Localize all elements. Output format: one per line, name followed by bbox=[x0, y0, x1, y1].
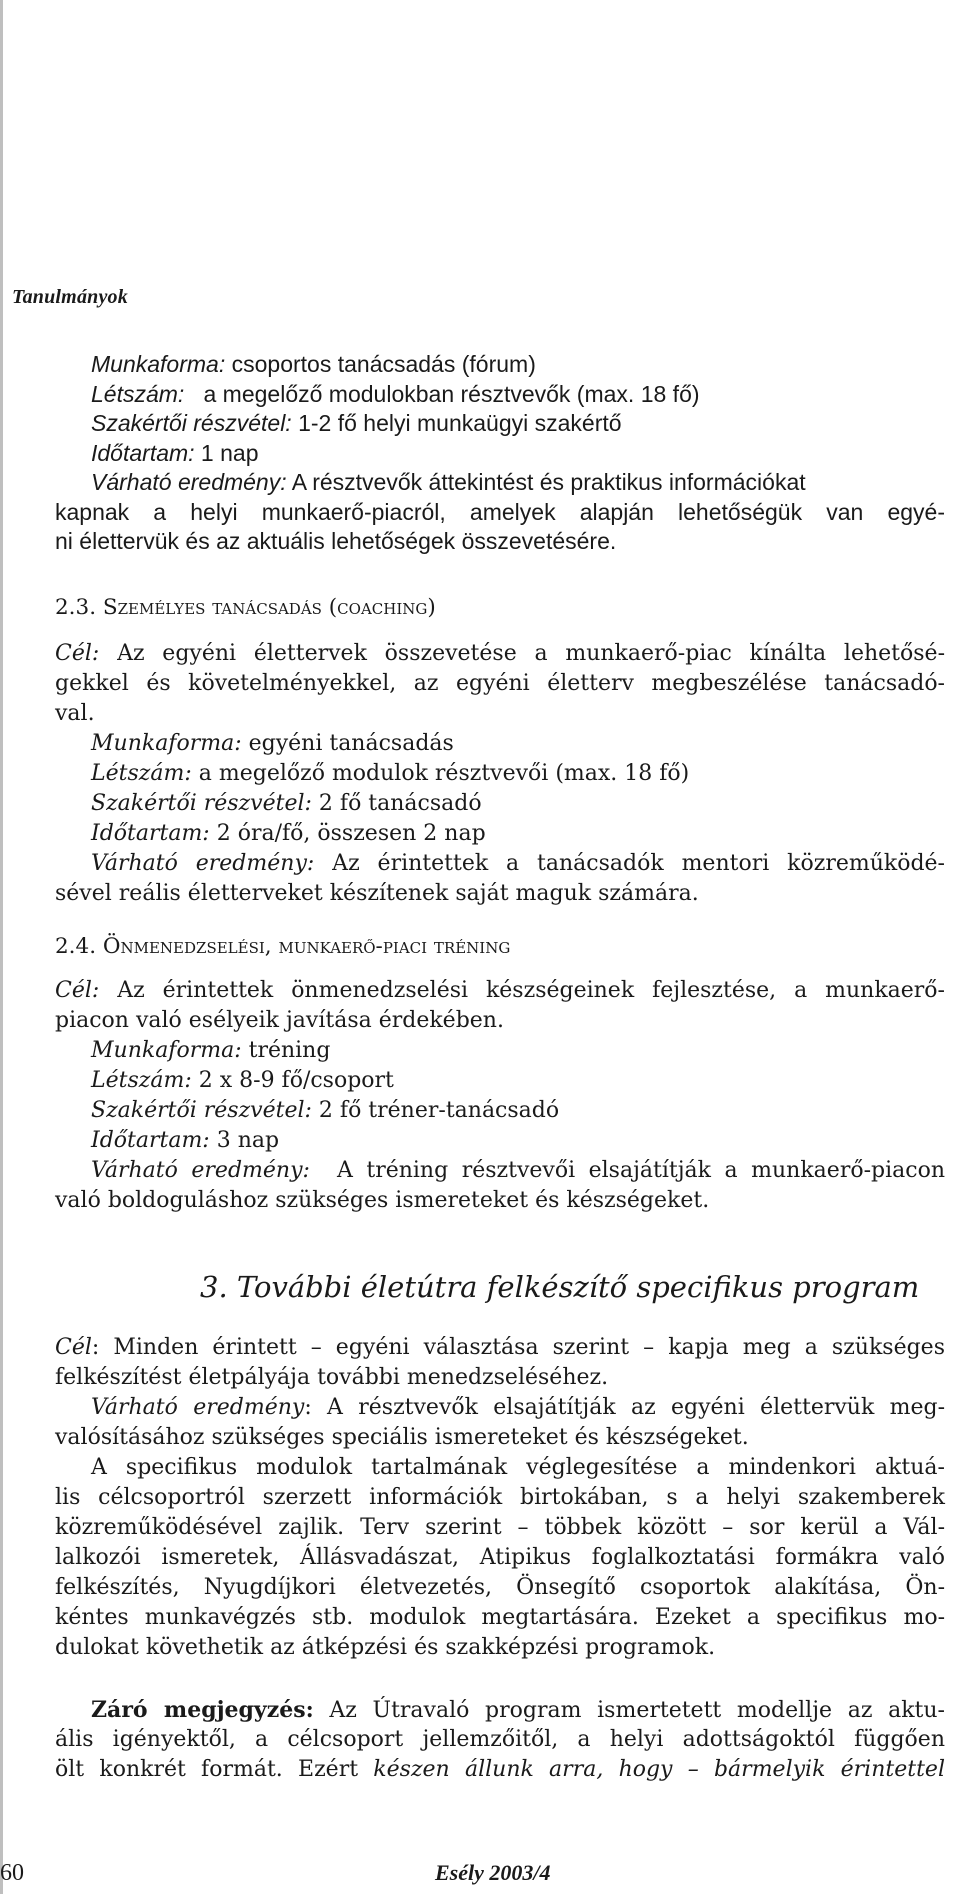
line-szakertoi bbox=[91, 408, 622, 438]
line-munkaforma bbox=[91, 349, 536, 379]
value-cel: : Minden érintett – egyéni választása szerint – kapja meg a szükséges bbox=[91, 1335, 945, 1360]
line-munkaforma bbox=[91, 1036, 330, 1066]
label-munkaforma: Munkaforma: bbox=[91, 1038, 242, 1063]
label-letszam: Létszám: bbox=[91, 1068, 192, 1093]
value-szakertoi: 2 fő tréner-tanácsadó bbox=[311, 1098, 560, 1123]
label-varhato: Várható eredmény: bbox=[91, 1158, 310, 1183]
value-varhato: : A résztvevők elsajátítják az egyéni élettervük meg- bbox=[304, 1395, 945, 1420]
journal-footer: Esély 2003/4 bbox=[435, 1860, 551, 1885]
label-idotartam: Időtartam: bbox=[91, 821, 210, 846]
text-line: felkészítést életpályája további menedzseléséhez. bbox=[55, 1365, 609, 1390]
label-cel: Cél: bbox=[55, 641, 100, 666]
value-idotartam: 1 nap bbox=[194, 440, 259, 466]
line-letszam bbox=[91, 1066, 394, 1096]
section-number: 2.4. bbox=[55, 934, 97, 959]
closing-text: Az Útravaló program ismertetett modellje az aktu- bbox=[313, 1698, 945, 1723]
value-munkaforma: tréning bbox=[241, 1038, 331, 1063]
line-letszam bbox=[91, 759, 689, 789]
value-idotartam: 3 nap bbox=[209, 1128, 280, 1153]
label-cel: Cél bbox=[55, 1335, 92, 1360]
closing-line: ális igényektől, a célcsoport jellemzőitől, a helyi adottságoktól függően bbox=[55, 1727, 945, 1752]
section-heading-2-4 bbox=[55, 932, 510, 962]
line-cel bbox=[55, 1333, 945, 1363]
closing-emphasis: készen állunk arra, hogy – bármelyik érintettel bbox=[373, 1757, 945, 1782]
value-letszam: a megelőző modulokban résztvevők (max. 18 fő) bbox=[184, 381, 700, 407]
value-szakertoi: 2 fő tanácsadó bbox=[311, 791, 482, 816]
value-munkaforma: csoportos tanácsadás (fórum) bbox=[225, 351, 536, 377]
label-munkaforma: Munkaforma: bbox=[91, 731, 242, 756]
text-line: piacon való esélyeik javítása érdekében. bbox=[55, 1008, 504, 1033]
label-szakertoi: Szakértői részvétel: bbox=[91, 1098, 312, 1123]
label-varhato: Várható eredmény bbox=[91, 1395, 305, 1420]
value-idotartam: 2 óra/fő, összesen 2 nap bbox=[209, 821, 486, 846]
paragraph-line: kéntes munkavégzés stb. modulok megtartására. Ezeket a specifikus mo- bbox=[55, 1605, 945, 1630]
value-cel: Az érintettek önmenedzselési készségeinek fejlesztése, a munkaerő- bbox=[99, 978, 945, 1003]
paragraph-line: közreműködésével zajlik. Terv szerint – többek között – sor kerül a Vál- bbox=[55, 1515, 945, 1540]
section-title: Önmenedzselési, munkaerő-piaci tréning bbox=[102, 934, 511, 959]
value-varhato: A tréning résztvevői elsajátítják a munkaerő-piacon bbox=[309, 1158, 945, 1183]
section-heading-2-3 bbox=[55, 593, 436, 623]
paragraph-line: A specifikus modulok tartalmának véglegesítése a mindenkori aktuá- bbox=[91, 1455, 945, 1480]
label-cel: Cél: bbox=[55, 978, 100, 1003]
section-title: Személyes tanácsadás (coaching) bbox=[102, 595, 436, 620]
line-varhato bbox=[91, 1156, 945, 1186]
line-szakertoi bbox=[91, 789, 482, 819]
text-line: valósításához szükséges speciális ismereteket és készségeket. bbox=[55, 1425, 749, 1450]
line-idotartam bbox=[91, 1126, 279, 1156]
section-heading-3: 3. További életútra felkészítő specifikus program bbox=[200, 1270, 920, 1304]
line-szakertoi bbox=[91, 1096, 559, 1126]
text-line: kapnak a helyi munkaerő-piacról, amelyek alapján lehetőségük van egyé- bbox=[55, 499, 945, 525]
text-line: sével reális életterveket készítenek saját maguk számára. bbox=[55, 881, 699, 906]
closing-line bbox=[55, 1755, 945, 1785]
page-number: 60 bbox=[0, 1860, 24, 1886]
closing-label: Záró megjegyzés: bbox=[91, 1697, 314, 1723]
label-varhato: Várható eredmény: bbox=[91, 851, 315, 876]
section-number: 2.3. bbox=[55, 595, 97, 620]
text-line: ni élettervük és az aktuális lehetőségek összevetésére. bbox=[55, 528, 617, 554]
label-szakertoi: Szakértői részvétel: bbox=[91, 410, 292, 436]
closing-line bbox=[91, 1695, 945, 1726]
text-line: gekkel és követelményekkel, az egyéni életterv megbeszélése tanácsadó- bbox=[55, 671, 945, 696]
line-varhato bbox=[91, 849, 945, 879]
paragraph-line: lis célcsoportról szerzett információk birtokában, s a helyi szakemberek bbox=[55, 1485, 945, 1510]
label-varhato: Várható eredmény: bbox=[91, 469, 287, 495]
closing-text: ölt konkrét formát. Ezért bbox=[55, 1757, 374, 1782]
value-letszam: 2 x 8-9 fő/csoport bbox=[191, 1068, 394, 1093]
value-munkaforma: egyéni tanácsadás bbox=[241, 731, 454, 756]
label-idotartam: Időtartam: bbox=[91, 1128, 210, 1153]
label-szakertoi: Szakértői részvétel: bbox=[91, 791, 312, 816]
paragraph-line: lalkozói ismeretek, Állásvadászat, Atipikus foglalkoztatási formákra való bbox=[55, 1545, 945, 1570]
text-line: való boldoguláshoz szükséges ismereteket és készségeket. bbox=[55, 1188, 710, 1213]
value-letszam: a megelőző modulok résztvevői (max. 18 fő) bbox=[191, 761, 690, 786]
value-cel: Az egyéni élettervek összevetése a munkaerő-piac kínálta lehetősé- bbox=[99, 641, 945, 666]
page-edge-rule bbox=[0, 0, 3, 1894]
value-varhato: A résztvevők áttekintést és praktikus információkat bbox=[286, 469, 806, 495]
label-munkaforma: Munkaforma: bbox=[91, 351, 226, 377]
line-varhato bbox=[91, 1393, 945, 1423]
line-idotartam bbox=[91, 819, 486, 849]
label-letszam: Létszám: bbox=[91, 761, 192, 786]
running-header: Tanulmányok bbox=[12, 286, 128, 308]
label-letszam: Létszám: bbox=[91, 381, 185, 407]
line-letszam bbox=[91, 379, 700, 409]
label-idotartam: Időtartam: bbox=[91, 440, 195, 466]
value-szakertoi: 1-2 fő helyi munkaügyi szakértő bbox=[291, 410, 622, 436]
value-varhato: Az érintettek a tanácsadók mentori közreműködé- bbox=[314, 851, 945, 876]
line-varhato bbox=[91, 467, 806, 497]
line-cel bbox=[55, 639, 945, 669]
text-line: val. bbox=[55, 701, 95, 726]
line-munkaforma bbox=[91, 729, 454, 759]
line-cel bbox=[55, 976, 945, 1006]
paragraph-line: felkészítés, Nyugdíjkori életvezetés, Önsegítő csoportok alakítása, Ön- bbox=[55, 1575, 945, 1600]
line-idotartam bbox=[91, 438, 259, 468]
paragraph-line: dulokat követhetik az átképzési és szakképzési programok. bbox=[55, 1635, 716, 1660]
